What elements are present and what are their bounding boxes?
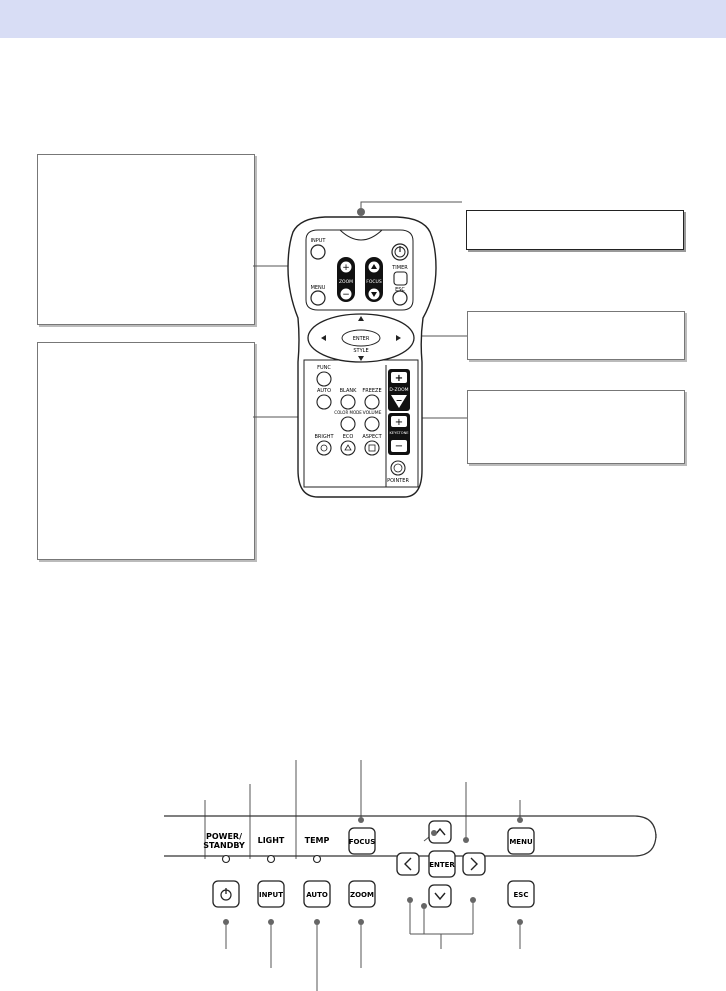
remote-eco-button xyxy=(341,441,355,455)
svg-text:FREEZE: FREEZE xyxy=(362,388,382,394)
svg-text:ZOOM: ZOOM xyxy=(350,891,374,899)
remote-bright-button xyxy=(317,441,331,455)
projector-control-panel xyxy=(0,740,726,991)
remote-aspect-button xyxy=(365,441,379,455)
svg-text:−: − xyxy=(342,290,350,300)
remote-input-label: INPUT xyxy=(310,238,326,244)
remote-esc-button xyxy=(393,291,407,305)
svg-text:COLOR MODE: COLOR MODE xyxy=(334,410,362,415)
svg-text:ENTER: ENTER xyxy=(429,861,455,869)
svg-text:FOCUS: FOCUS xyxy=(348,838,376,846)
remote-enter-label: ENTER xyxy=(352,336,370,342)
svg-text:TIMER: TIMER xyxy=(392,265,408,271)
svg-text:KEYSTONE: KEYSTONE xyxy=(389,431,409,435)
svg-text:ASPECT: ASPECT xyxy=(362,434,382,440)
light-label: LIGHT xyxy=(257,836,285,845)
svg-text:+: + xyxy=(394,373,404,384)
remote-func-button xyxy=(317,372,331,386)
remote-menu-button xyxy=(311,291,325,305)
power-standby-label-2: STANDBY xyxy=(203,841,245,850)
svg-text:+: + xyxy=(342,263,350,273)
svg-text:BRIGHT: BRIGHT xyxy=(314,434,334,440)
temp-label: TEMP xyxy=(304,836,330,845)
power-standby-label-1: POWER/ xyxy=(205,832,243,841)
svg-text:MENU: MENU xyxy=(310,285,326,291)
remote-pointer-button xyxy=(391,461,405,475)
remote-timer-button xyxy=(394,272,407,285)
svg-text:D-ZOOM: D-ZOOM xyxy=(389,388,409,393)
panel-left-button xyxy=(397,853,419,875)
remote-focus-label: FOCUS xyxy=(366,280,382,285)
svg-text:POINTER: POINTER xyxy=(387,478,409,484)
temp-led xyxy=(314,856,321,863)
remote-freeze-button xyxy=(365,395,379,409)
svg-text:−: − xyxy=(395,396,403,405)
svg-text:INPUT: INPUT xyxy=(258,891,284,899)
svg-text:ECO: ECO xyxy=(342,434,354,440)
remote-input-button xyxy=(311,245,325,259)
remote-blank-button xyxy=(341,395,355,409)
svg-text:MENU: MENU xyxy=(509,838,533,846)
remote-volume-button xyxy=(365,417,379,431)
svg-text:ESC: ESC xyxy=(513,891,529,899)
svg-text:AUTO: AUTO xyxy=(306,891,328,899)
remote-auto-button xyxy=(317,395,331,409)
panel-right-button xyxy=(463,853,485,875)
svg-text:−: − xyxy=(394,441,404,452)
svg-text:AUTO: AUTO xyxy=(316,388,332,394)
svg-text:STYLE: STYLE xyxy=(353,348,369,354)
remote-zoom-label: ZOOM xyxy=(338,280,354,285)
svg-text:ESC: ESC xyxy=(395,287,405,293)
ir-emitter-dot xyxy=(357,208,365,216)
svg-text:VOLUME: VOLUME xyxy=(362,411,382,416)
svg-text:BLANK: BLANK xyxy=(339,388,357,394)
light-led xyxy=(268,856,275,863)
remote-color-mode-button xyxy=(341,417,355,431)
svg-text:+: + xyxy=(394,417,404,428)
svg-text:FUNC: FUNC xyxy=(317,365,331,371)
power-standby-led xyxy=(223,856,230,863)
panel-down-button xyxy=(429,885,451,907)
